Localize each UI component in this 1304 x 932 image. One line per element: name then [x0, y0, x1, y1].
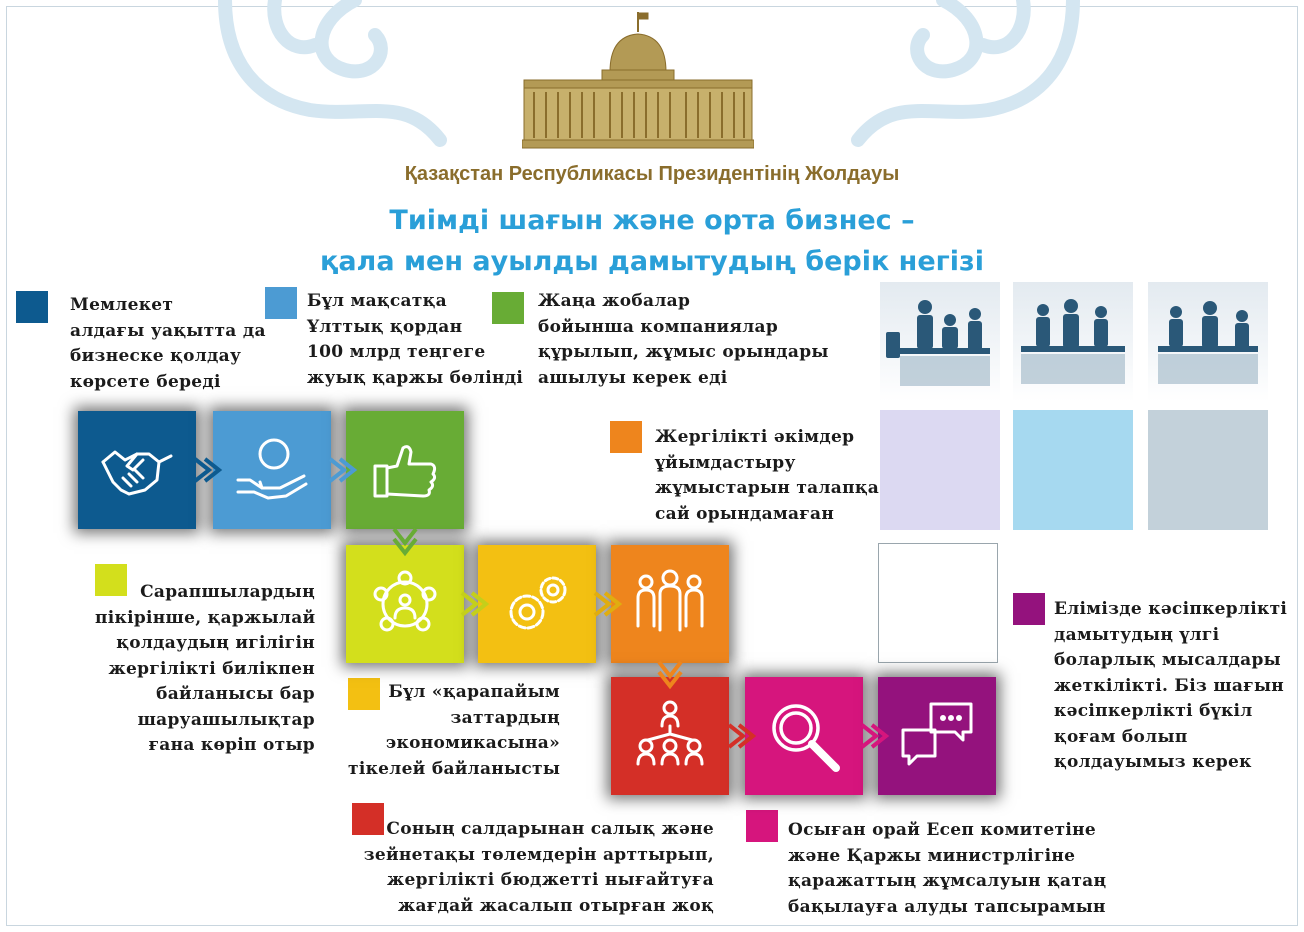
arrow-down-2 — [655, 660, 685, 690]
text-line: экономикасына» — [385, 733, 560, 753]
text-line: бизнеске қолдау — [70, 346, 242, 366]
handshake-icon — [97, 430, 177, 510]
text-line: Жергілікті әкімдер — [655, 427, 855, 447]
gears-icon — [497, 564, 577, 644]
meeting-photo-1 — [880, 282, 1000, 402]
text-block-2 — [307, 289, 523, 391]
text-line: Мемлекет — [70, 295, 174, 315]
pastel-pane-sky — [1013, 410, 1133, 530]
arrow-right-2 — [328, 455, 358, 485]
tile-hierarchy — [611, 677, 729, 795]
text-line: Бұл «қарапайым — [388, 682, 560, 702]
text-line: кәсіпкерлікті бүкіл — [1054, 701, 1253, 721]
thumbs-up-icon — [365, 430, 445, 510]
hierarchy-icon — [630, 696, 710, 776]
text-line: заттардың — [450, 707, 560, 728]
text-line: қолдауымыз керек — [1054, 752, 1252, 772]
text-line: ұйымдастыру — [655, 452, 796, 473]
tile-gears — [478, 545, 596, 663]
text-line: жағдай жасалып отырған жоқ — [398, 895, 714, 916]
text-line: тікелей байланысты — [348, 758, 561, 779]
pastel-pane-lavender — [880, 410, 1000, 530]
arrow-right-5 — [727, 721, 757, 751]
legend-square-magenta — [746, 810, 778, 842]
text-line: жергілікті бюджетті нығайтуға — [387, 870, 714, 890]
header-title-line1: Тиімді шағын және орта бизнес – — [389, 205, 915, 236]
text-line: қаражаттың жұмсалуын қатаң — [788, 871, 1107, 891]
chat-bubbles-icon — [897, 696, 977, 776]
text-line: және Қаржы министрлігіне — [788, 845, 1076, 866]
arrow-right-4 — [593, 589, 623, 619]
text-line: бойынша компаниялар — [538, 316, 779, 337]
legend-square-orange — [610, 421, 642, 453]
text-line: ашылуы керек еді — [538, 367, 728, 388]
tile-handshake — [78, 411, 196, 529]
text-line: жұмыстарын талапқа — [655, 478, 880, 498]
tile-chat — [878, 677, 996, 795]
tile-team — [611, 545, 729, 663]
text-block-1 — [70, 293, 266, 395]
text-line: құрылып, жұмыс орындары — [538, 342, 829, 362]
arrow-right-3 — [460, 589, 490, 619]
text-line: боларлық мысалдары — [1054, 650, 1281, 670]
text-block-5 — [95, 580, 315, 759]
palace-emblem — [522, 10, 754, 150]
text-line: пікірінше, қаржылай — [95, 607, 316, 628]
text-block-7 — [352, 817, 714, 919]
text-line: қолдаудың игілігін — [116, 633, 315, 653]
text-block-3 — [538, 289, 829, 391]
text-line: көрсете береді — [70, 371, 221, 392]
text-line: Елімізде кәсіпкерлікті — [1054, 599, 1288, 619]
meeting-photo-3 — [1148, 282, 1268, 402]
ornament-right — [838, 0, 1083, 150]
text-line: Осыған орай Есеп комитетіне — [788, 820, 1096, 840]
empty-pane-outline — [878, 543, 998, 663]
tile-search — [745, 677, 863, 795]
text-line: Сарапшылардың — [140, 582, 315, 602]
meeting-photo-2 — [1013, 282, 1133, 402]
text-line: зейнетақы төлемдерін арттырып, — [363, 844, 714, 865]
text-line: ғана көріп отыр — [148, 735, 315, 755]
legend-square-light-blue — [265, 287, 297, 319]
arrow-right-1 — [193, 455, 223, 485]
tile-approve — [346, 411, 464, 529]
legend-square-purple — [1013, 593, 1045, 625]
text-line: шаруашылықтар — [137, 709, 315, 730]
header-title-line2: қала мен ауылды дамытудың берік негізі — [320, 246, 984, 277]
arrow-down-1 — [390, 527, 420, 557]
arrow-right-6 — [860, 721, 890, 751]
legend-square-green — [492, 292, 524, 324]
text-line: Соның салдарынан салық және — [386, 819, 714, 839]
text-line: жуық қаржы бөлінді — [307, 367, 524, 388]
legend-square-dark-blue — [16, 291, 48, 323]
text-line: жергілікті билікпен — [108, 658, 315, 679]
header-title — [0, 200, 1304, 282]
text-line: қоғам болып — [1054, 726, 1188, 747]
text-block-6 — [348, 680, 560, 782]
tile-support — [213, 411, 331, 529]
hand-person-icon — [232, 430, 312, 510]
text-line: Бұл мақсатқа — [307, 291, 447, 311]
text-line: байланысы бар — [156, 684, 315, 704]
text-line: алдағы уақытта да — [70, 320, 266, 341]
header-subtitle: Қазақстан Республикасы Президентінің Жолдауы — [404, 163, 900, 185]
network-people-icon — [365, 564, 445, 644]
magnifier-icon — [764, 696, 844, 776]
text-line: Жаңа жобалар — [538, 291, 691, 311]
text-block-8 — [788, 818, 1106, 920]
text-line: дамытудың үлгі — [1054, 624, 1220, 645]
text-block-4 — [655, 425, 879, 527]
team-icon — [630, 564, 710, 644]
text-line: сай орындамаған — [655, 503, 835, 524]
pastel-pane-grey-blue — [1148, 410, 1268, 530]
text-line: жеткілікті. Біз шағын — [1054, 675, 1285, 696]
text-block-9 — [1054, 597, 1287, 776]
text-line: 100 млрд теңгеге — [307, 342, 486, 362]
text-line: бақылауға алуды тапсырамын — [788, 896, 1106, 917]
ornament-left — [215, 0, 460, 150]
tile-network — [346, 545, 464, 663]
text-line: Ұлттық қордан — [307, 316, 463, 337]
